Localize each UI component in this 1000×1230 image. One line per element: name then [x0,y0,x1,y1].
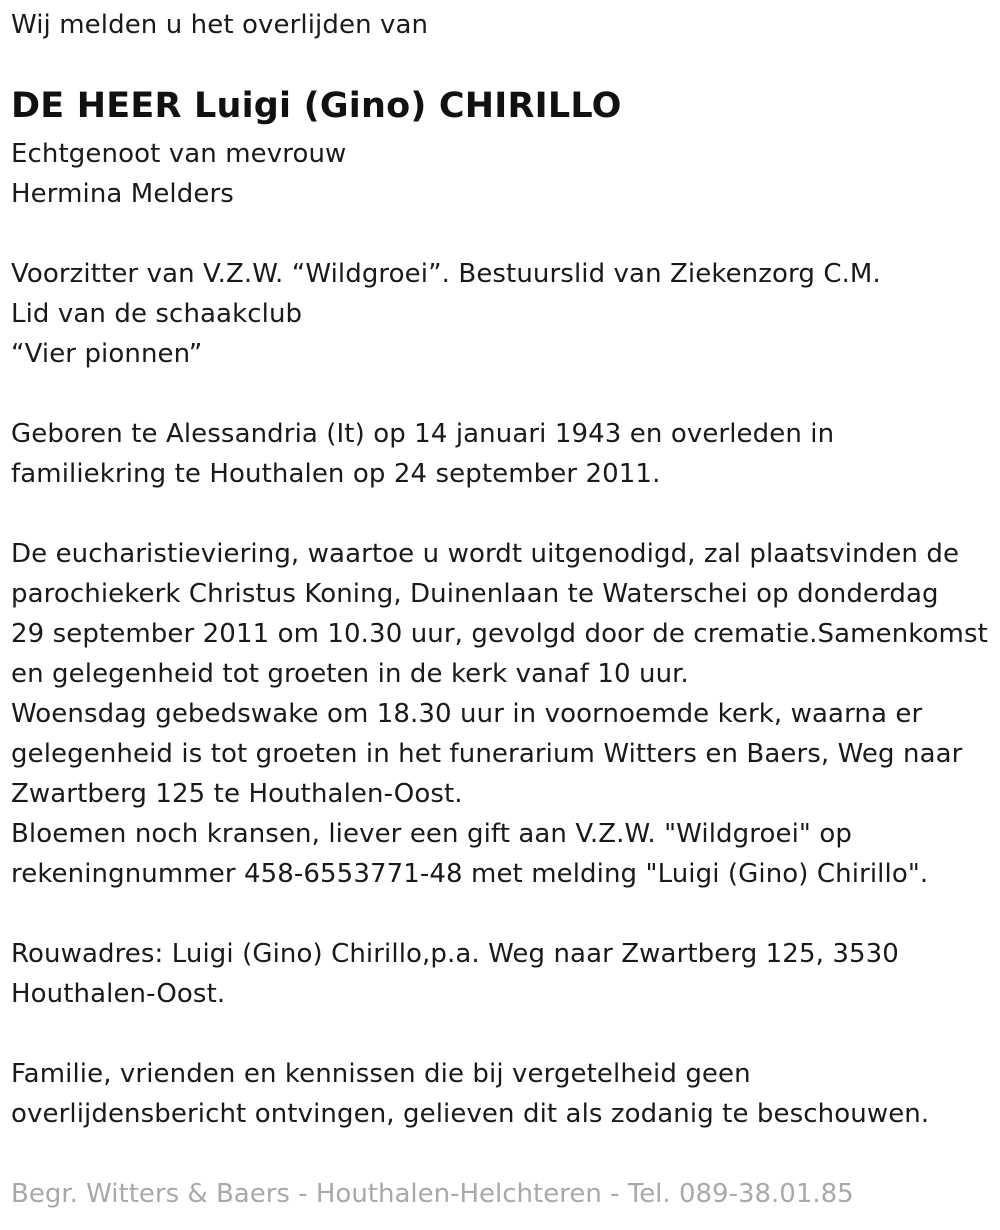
deceased-name: DE HEER Luigi (Gino) CHIRILLO [11,86,622,126]
funeral-home-footer: Begr. Witters & Baers - Houthalen-Helchteren - Tel. 089-38.01.85 [11,1179,854,1209]
roles-line-2: Lid van de schaakclub [11,299,303,329]
service-line: rekeningnummer 458-6553771-48 met melding "Luigi (Gino) Chirillo". [11,859,929,889]
notice-line-1: Familie, vrienden en kennissen die bij vergetelheid geen [11,1059,751,1089]
spouse-line-2: Hermina Melders [11,179,234,209]
service-line: Woensdag gebedswake om 18.30 uur in voornoemde kerk, waarna er [11,699,923,729]
address-line-1: Rouwadres: Luigi (Gino) Chirillo,p.a. Weg naar Zwartberg 125, 3530 [11,939,899,969]
service-line: en gelegenheid tot groeten in de kerk vanaf 10 uur. [11,659,689,689]
birth-death-section [11,414,834,494]
mourning-address-section [11,934,899,1014]
service-line: Zwartberg 125 te Houthalen-Oost. [11,779,463,809]
birth-death-line-2: familiekring te Houthalen op 24 september 2011. [11,459,661,489]
roles-section [11,254,881,374]
service-line: 29 september 2011 om 10.30 uur, gevolgd door de crematie.Samenkomst [11,619,988,649]
spouse-line-1: Echtgenoot van mevrouw [11,139,347,169]
service-line: Bloemen noch kransen, liever een gift aan V.Z.W. "Wildgroei" op [11,819,852,849]
spouse-section [11,134,346,214]
service-line: De eucharistieviering, waartoe u wordt uitgenodigd, zal plaatsvinden de [11,539,960,569]
roles-line-3: “Vier pionnen” [11,339,203,369]
notice-line-2: overlijdensbericht ontvingen, gelieven dit als zodanig te beschouwen. [11,1099,930,1129]
service-line: parochiekerk Christus Koning, Duinenlaan te Waterschei op donderdag [11,579,939,609]
roles-line-1: Voorzitter van V.Z.W. “Wildgroei”. Bestuurslid van Ziekenzorg C.M. [11,259,881,289]
service-section [11,534,988,894]
notice-section [11,1054,929,1134]
birth-death-line-1: Geboren te Alessandria (It) op 14 januari 1943 en overleden in [11,419,835,449]
service-line: gelegenheid is tot groeten in het funerarium Witters en Baers, Weg naar [11,739,963,769]
address-line-2: Houthalen-Oost. [11,979,226,1009]
intro-text: Wij melden u het overlijden van [11,10,429,40]
